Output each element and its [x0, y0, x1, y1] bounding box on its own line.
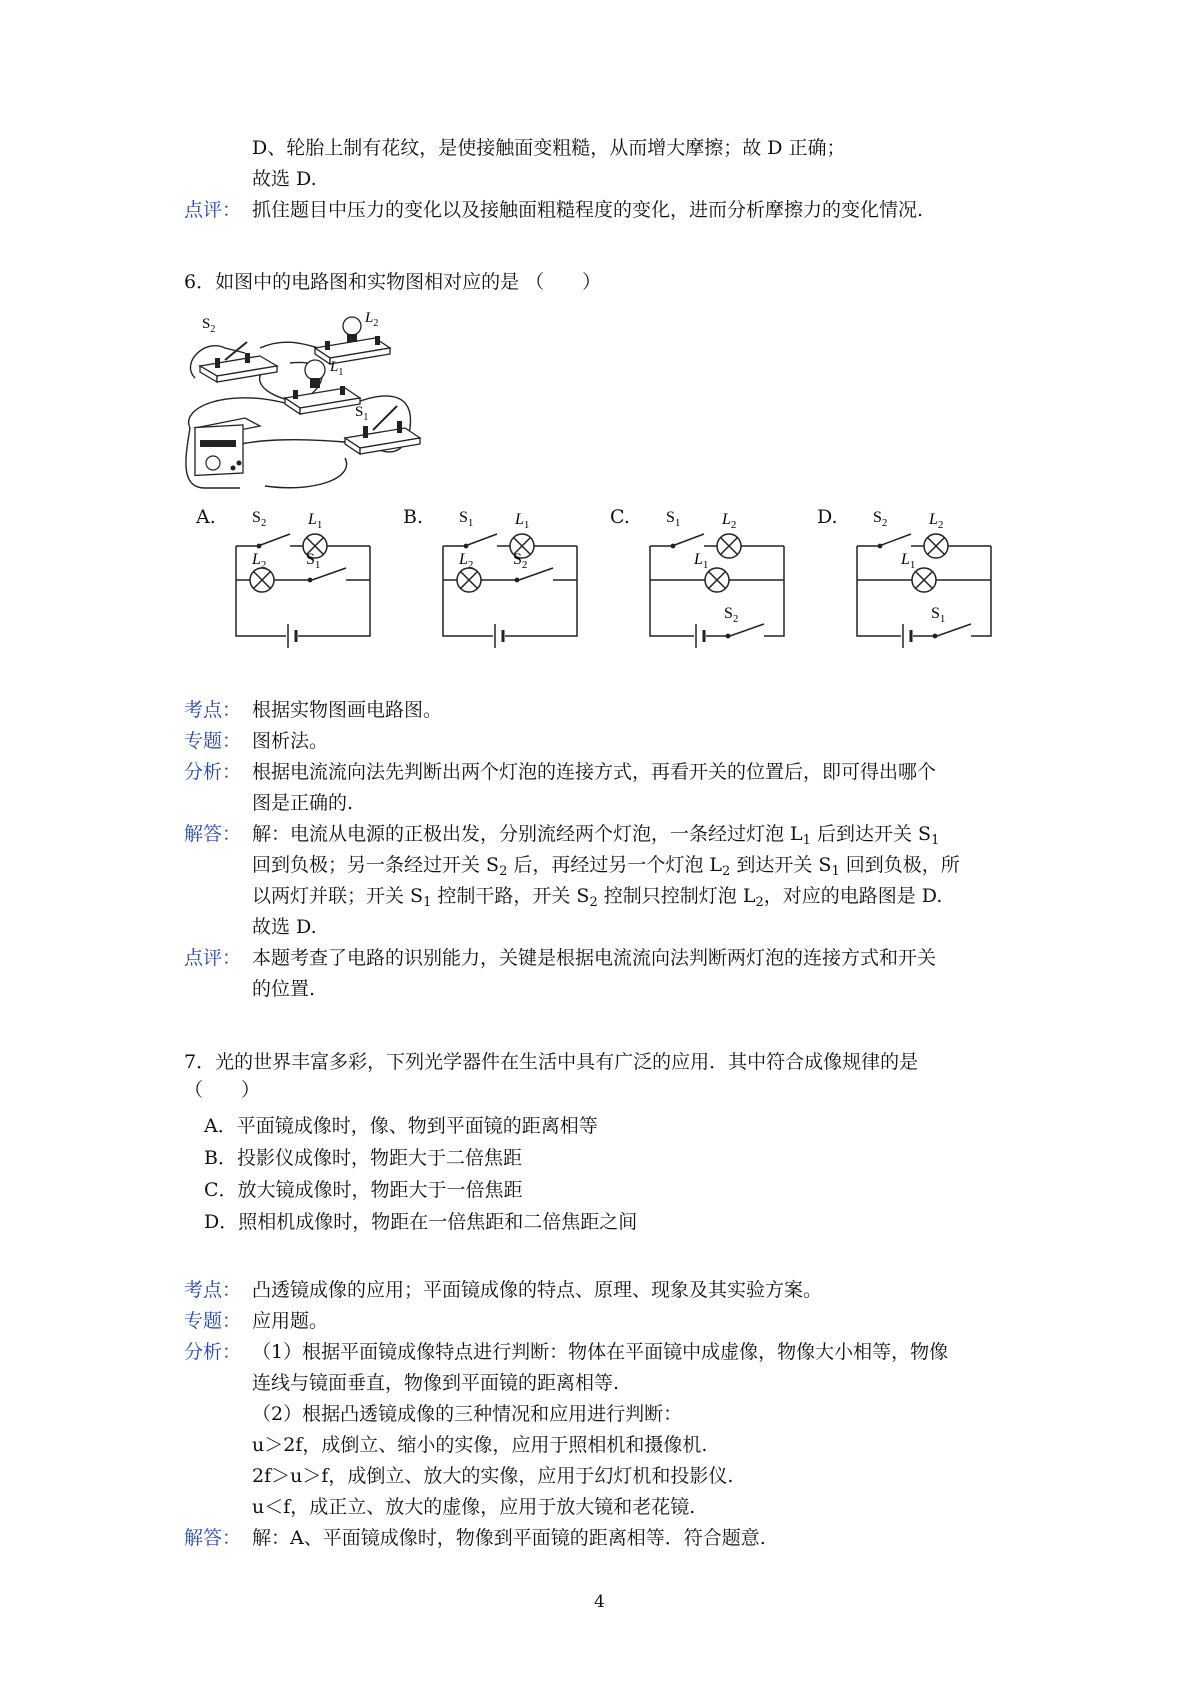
option-b-mid-lamp-label: $L_2$ [459, 551, 474, 571]
photo-label-l1: $L_1$ [330, 359, 344, 378]
q6-option-a-label: A. [196, 506, 216, 528]
option-c-mid-lamp-label: $L_1$ [694, 551, 709, 571]
q7-option-a: A．平面镜成像时，像、物到平面镜的距离相等 [204, 1115, 598, 1137]
option-b-top-switch-label: $S_1$ [459, 509, 474, 529]
q6-dianping-label: 点评： [184, 947, 242, 969]
q6-dianping-line1: 本题考查了电路的识别能力，关键是根据电流流向法判断两灯泡的连接方式和开关 [252, 947, 937, 969]
q7-fenxi-label: 分析： [184, 1341, 242, 1363]
option-d-top-lamp-label: $L_2$ [929, 511, 944, 531]
q6-option-a-diagram [228, 498, 378, 656]
q7-zhuanti-label: 专题： [184, 1310, 242, 1332]
q6-jieda-line4: 故选 D. [252, 916, 317, 938]
option-d-top-switch-label: $S_2$ [873, 509, 888, 529]
q6-fenxi-line1: 根据电流流向法先判断出两个灯泡的连接方式，再看开关的位置后，即可得出哪个 [252, 761, 937, 783]
option-d-mid-lamp-label: $L_1$ [901, 551, 916, 571]
option-c-top-lamp-label: $L_2$ [722, 511, 737, 531]
option-a-top-switch-label: $S_2$ [252, 509, 267, 529]
option-a-top-lamp-label: $L_1$ [308, 511, 323, 531]
q7-fenxi-line6: u＜f，成正立、放大的虚像，应用于放大镜和老花镜. [252, 1496, 696, 1518]
q7-zhuanti-text: 应用题。 [252, 1310, 329, 1332]
photo-label-s2: $S_2$ [202, 316, 216, 335]
option-c-bot-switch-label: $S_2$ [724, 605, 739, 625]
option-c-top-switch-label: $S_1$ [666, 509, 681, 529]
q6-fenxi-label: 分析： [184, 761, 242, 783]
photo-label-s1: $S_1$ [355, 404, 369, 423]
photo-label-l2: $L_2$ [365, 310, 379, 329]
q7-jieda-label: 解答： [184, 1527, 242, 1549]
q6-kaodian-label: 考点： [184, 699, 242, 721]
option-a-mid-switch-label: $S_1$ [306, 551, 321, 571]
page-number: 4 [594, 1592, 605, 1612]
prev-comment-label: 点评： [184, 199, 242, 221]
q7-stem-line2: （ ） [184, 1079, 261, 1101]
q7-option-b: B．投影仪成像时，物距大于二倍焦距 [204, 1147, 522, 1169]
q7-option-d: D．照相机成像时，物距在一倍焦距和二倍焦距之间 [204, 1211, 638, 1233]
q6-dianping-line2: 的位置. [252, 978, 316, 1000]
q6-zhuanti-text: 图析法。 [252, 730, 329, 752]
q6-zhuanti-label: 专题： [184, 730, 242, 752]
switch-s2-board [200, 356, 277, 382]
q6-option-c-label: C. [610, 506, 630, 528]
q7-fenxi-line5: 2f＞u＞f，成倒立、放大的实像，应用于幻灯机和投影仪. [252, 1465, 734, 1487]
q7-fenxi-line4: u＞2f，成倒立、缩小的实像，应用于照相机和摄像机. [252, 1434, 708, 1456]
q6-fenxi-line2: 图是正确的. [252, 792, 354, 814]
q6-jieda-line2: 回到负极；另一条经过开关 $S_2$ 后，再经过另一个灯泡 $L_2$ 到达开关 $S_1$ 回到负极，所 [252, 854, 960, 879]
q6-option-d-label: D. [817, 506, 838, 528]
q6-jieda-line3: 以两灯并联；开关 $S_1$ 控制干路，开关 $S_2$ 控制只控制灯泡 $L_2$，对应的电路图是 D. [252, 885, 943, 910]
q6-jieda-line1: 解：电流从电源的正极出发，分别流经两个灯泡，一条经过灯泡 $L_1$ 后到达开关 $S_1$ [252, 823, 940, 848]
q7-stem-line1: 7．光的世界丰富多彩，下列光学器件在生活中具有广泛的应用．其中符合成像规律的是 [184, 1051, 919, 1073]
q6-option-c-diagram [642, 498, 792, 656]
q7-fenxi-line2: 连线与镜面垂直，物像到平面镜的距离相等. [252, 1372, 620, 1394]
q6-option-b-label: B. [403, 506, 424, 528]
prev-answer-line-d: D、轮胎上制有花纹，是使接触面变粗糙，从而增大摩擦；故 D 正确； [252, 137, 846, 159]
q6-stem: 6．如图中的电路图和实物图相对应的是 （ ） [184, 271, 602, 293]
option-d-bot-switch-label: $S_1$ [931, 605, 946, 625]
q6-option-b-diagram [435, 498, 585, 656]
q6-physical-circuit-image [185, 308, 430, 494]
prev-comment-text: 抓住题目中压力的变化以及接触面粗糙程度的变化，进而分析摩擦力的变化情况. [252, 199, 924, 221]
option-b-top-lamp-label: $L_1$ [515, 511, 530, 531]
q7-fenxi-line1: （1）根据平面镜成像特点进行判断：物体在平面镜中成虚像，物像大小相等，物像 [252, 1341, 949, 1363]
q7-option-c: C．放大镜成像时，物距大于一倍焦距 [204, 1179, 523, 1201]
q7-fenxi-line3: （2）根据凸透镜成像的三种情况和应用进行判断： [252, 1403, 683, 1425]
q6-option-d-diagram [849, 498, 999, 656]
q7-jieda-line1: 解：A、平面镜成像时，物像到平面镜的距离相等．符合题意. [252, 1527, 766, 1549]
q7-kaodian-text: 凸透镜成像的应用；平面镜成像的特点、原理、现象及其实验方案。 [252, 1279, 823, 1301]
q7-kaodian-label: 考点： [184, 1279, 242, 1301]
option-a-mid-lamp-label: $L_2$ [252, 551, 267, 571]
q6-kaodian-text: 根据实物图画电路图。 [252, 699, 443, 721]
q6-jieda-label: 解答： [184, 823, 242, 845]
option-b-mid-switch-label: $S_2$ [513, 551, 528, 571]
prev-answer-choice: 故选 D. [252, 168, 317, 190]
